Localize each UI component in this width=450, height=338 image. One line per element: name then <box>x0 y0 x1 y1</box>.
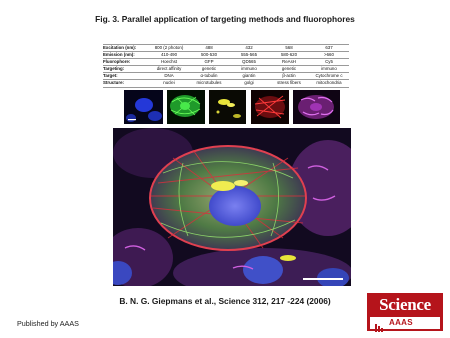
row-header: Excitation (nm): <box>103 45 137 50</box>
science-logo <box>367 293 443 331</box>
table-cell: 568 <box>285 45 293 50</box>
aaas-mark-icon <box>375 319 385 327</box>
table-cell: direct affinity <box>156 66 182 72</box>
table-cell: GFP <box>204 59 214 65</box>
nuclei-channel-image <box>124 90 163 124</box>
table-cell: >660 <box>324 52 334 58</box>
row-header: Structure: <box>103 80 124 86</box>
table-cell: 500-530 <box>200 52 218 58</box>
citation: B. N. G. Giepmans et al., Science 312, 217 -224 (2006) <box>119 296 331 306</box>
table-cell: 555-565 <box>240 52 258 58</box>
table-row <box>103 52 349 59</box>
table-cell: immuno <box>241 66 257 72</box>
table-row <box>103 59 349 66</box>
table-cell: α-tubulin <box>200 73 218 79</box>
merged-fluorescence-micrograph <box>113 128 351 286</box>
mitochondria-channel-image <box>293 90 340 124</box>
stress-fibers-channel-image <box>251 90 289 124</box>
table-cell: DNA <box>164 73 174 79</box>
table-row <box>103 73 349 80</box>
table-cell: nuclei <box>163 80 175 86</box>
table-cell: QD565 <box>242 59 256 65</box>
table-cell: stress fibers <box>277 80 301 86</box>
row-header: Targeting: <box>103 66 125 72</box>
table-cell: ReAsH <box>282 59 296 65</box>
publisher-credit: Published by AAAS <box>17 319 79 328</box>
table-cell: genetic <box>281 66 297 72</box>
table-cell: 637 <box>325 45 333 50</box>
table-cell: 410-490 <box>160 52 178 58</box>
microtubules-channel-image <box>167 90 205 124</box>
table-cell: 580-620 <box>280 52 298 58</box>
table-cell: β-actin <box>282 73 296 79</box>
row-header: Target: <box>103 73 118 79</box>
table-cell: 800 (2 photon) <box>154 45 184 50</box>
logo-aaas-text: AAAS <box>389 318 413 327</box>
table-cell: giantin <box>242 73 256 79</box>
table-cell: genetic <box>201 66 217 72</box>
table-cell: 432 <box>245 45 253 50</box>
row-header: Emission (nm): <box>103 52 135 58</box>
table-row <box>103 80 349 87</box>
figure-title: Fig. 3. Parallel application of targeting methods and fluorophores <box>95 14 355 24</box>
table-cell: Hoechst <box>160 59 178 65</box>
table-row <box>103 66 349 73</box>
fluorophore-table <box>103 44 349 88</box>
table-cell: Cytochrome c <box>315 73 343 79</box>
table-cell: immuno <box>321 66 337 72</box>
table-cell: mitochondria <box>316 80 342 86</box>
row-header: Fluorophore: <box>103 59 131 65</box>
table-row <box>103 44 349 52</box>
table-cell: 488 <box>205 45 213 50</box>
golgi-channel-image <box>209 90 246 124</box>
table-cell: microtubules <box>196 80 222 86</box>
table-cell: golgi <box>244 80 254 86</box>
table-cell: Cy5 <box>325 59 333 65</box>
logo-wordmark: Science <box>379 295 431 314</box>
